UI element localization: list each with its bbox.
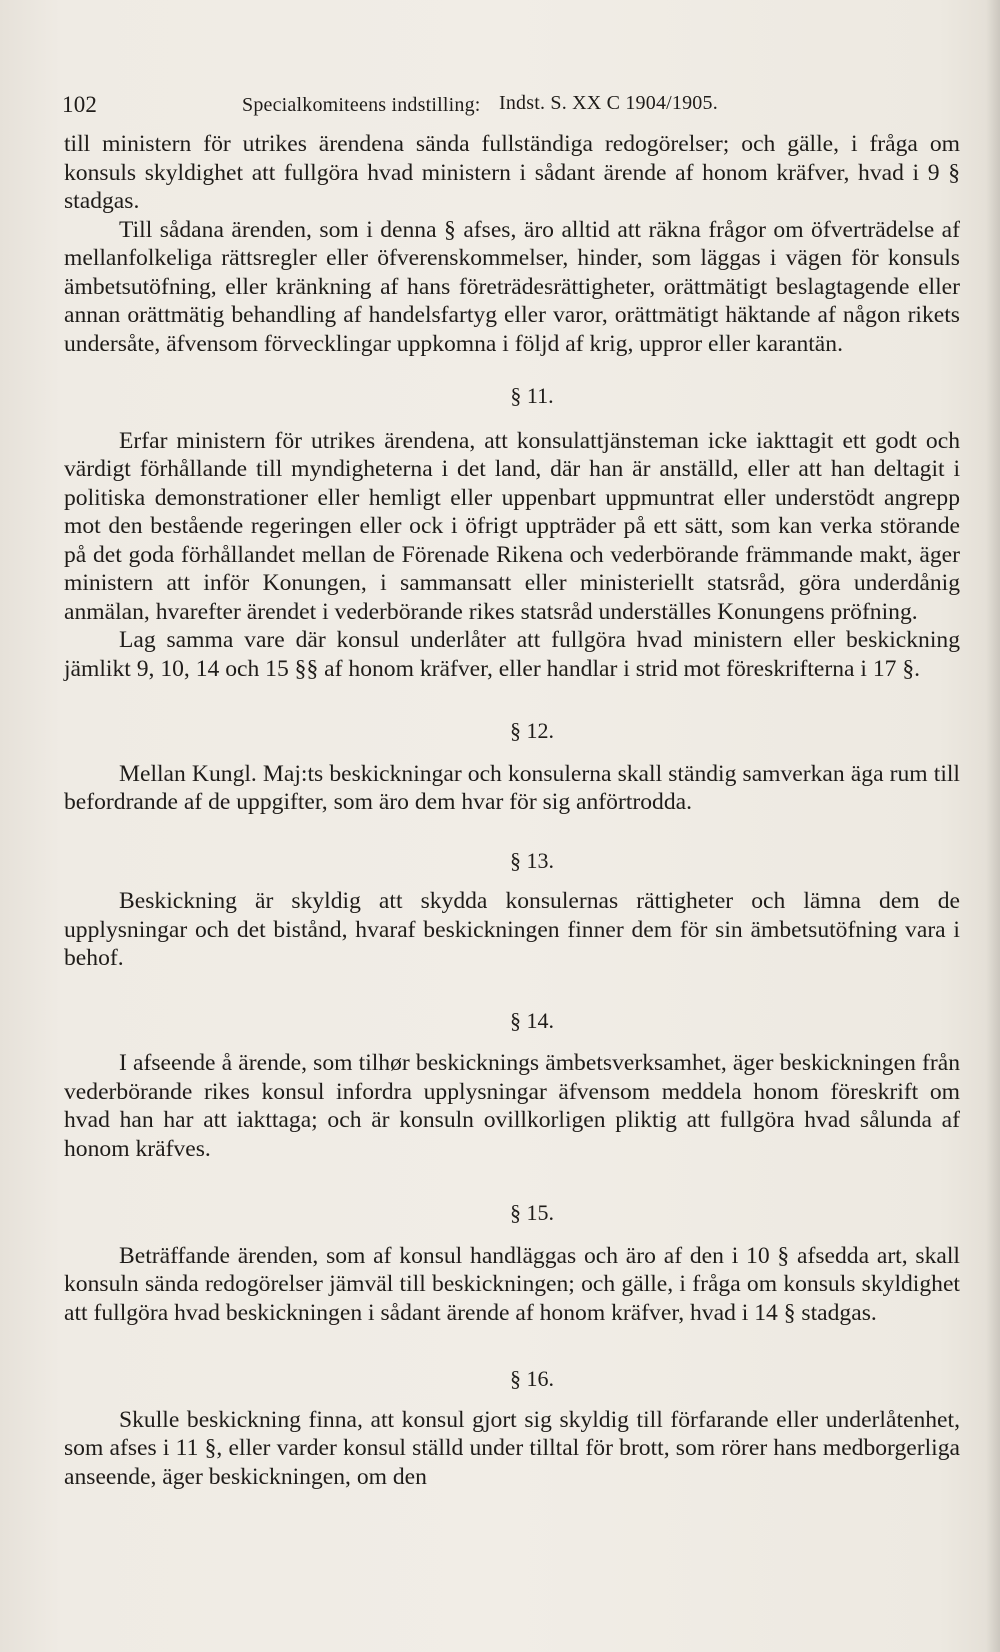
section-heading-13: § 13. bbox=[510, 847, 554, 873]
section-heading-16: § 16. bbox=[510, 1366, 554, 1391]
section-heading-12: § 12. bbox=[510, 718, 554, 743]
paragraph: Erfar ministern för utrikes ärendena, att konsulattjänsteman icke iakttagit ett godt och värdigt förhållande till myndigheterna i det land, där han är anställd, eller att han deltagit i politiska demonstrationer eller hemligt eller uppenbart uppmuntrat eller understödt angrepp mot den bestående regeringen eller ock i öfrigt uppträder på ett sätt, som kan verka störande på det goda förhållandet mellan de Förenade Rikena och vederbörande främmande makt, äger ministern att inför Konungen, i sammansatt eller ministeriellt statsråd, göra underdånig anmälan, hvarefter ärendet i vederbörande rikes statsråd underställes Konungens pröfning. bbox=[64, 427, 960, 625]
paragraph: Beskickning är skyldig att skydda konsulernas rättigheter och lämna dem de upplysningar och det bistånd, hvaraf beskickningen finner dem för sin ämbetsutöfning vara i behof. bbox=[64, 888, 960, 971]
paragraph: Skulle beskickning finna, att konsul gjort sig skyldig till förfarande eller underlåtenhet, som afses i 11 §, eller varder konsul ställd under tilltal för brott, som rörer hans medborgerliga anseende, äger beskickningen, om den bbox=[64, 1406, 960, 1490]
paragraph: Beträffande ärenden, som af konsul handläggas och äro af den i 10 § afsedda art, skall konsuln sända redogörelser jämväl till beskickningen; och gälle, i fråga om konsuls skyldighet att fullgöra hvad beskickningen i sådant ärende af honom kräfver, hvad i 14 § stadgas. bbox=[64, 1242, 960, 1326]
body-text bbox=[64, 130, 960, 1491]
page-number: 102 bbox=[62, 92, 98, 117]
header-reference: Indst. S. XX C 1904/1905. bbox=[499, 92, 718, 114]
paragraph: Mellan Kungl. Maj:ts beskickningar och konsulerna skall ständig samverkan äga rum till befordrande af de uppgifter, som äro dem hvar för sig anförtrodda. bbox=[64, 760, 960, 815]
paragraph: I afseende å ärende, som tilhør beskicknings ämbetsverksamhet, äger beskickningen från vederbörande rikes konsul infordra upplysningar äfvensom meddela honom föreskrift om hvad han har att iakttaga; och är konsuln ovillkorligen pliktig att fullgöra hvad sålunda af honom kräfves. bbox=[64, 1050, 960, 1162]
section-heading-14: § 14. bbox=[510, 1007, 554, 1033]
page-spine-shadow bbox=[986, 0, 1000, 1652]
paragraph: Till sådana ärenden, som i denna § afses, äro alltid att räkna frågor om öfverträdelse af mellanfolkeliga rättsregler eller öfverenskommelser, hinder, som läggas i vägen för konsuls ämbetsutöfning, eller kränkning af hans företrädesrättigheter, orättmätigt beslagtagende eller annan orättmätig behandling af handelsfartyg eller varor, orättmätigt häktande af någon rikets undersåte, äfvensom förvecklingar uppkomna i följd af krig, uppror eller karantän. bbox=[64, 216, 960, 357]
paragraph-continued: till ministern för utrikes ärendena sända fullständiga redogörelser; och gälle, i fråga om konsuls skyldighet att fullgöra hvad ministern i sådant ärende af honom kräfver, hvad i 9 § stadgas. bbox=[64, 131, 960, 214]
section-heading-11: § 11. bbox=[510, 383, 554, 408]
section-heading-15: § 15. bbox=[510, 1200, 554, 1225]
paragraph: Lag samma vare där konsul underlåter att fullgöra hvad ministern eller beskickning jämlikt 9, 10, 14 och 15 §§ af honom kräfver, eller handlar i strid mot föreskrifterna i 17 §. bbox=[64, 627, 960, 682]
header-title: Specialkomiteens indstilling: bbox=[242, 94, 481, 116]
running-head bbox=[62, 88, 962, 128]
